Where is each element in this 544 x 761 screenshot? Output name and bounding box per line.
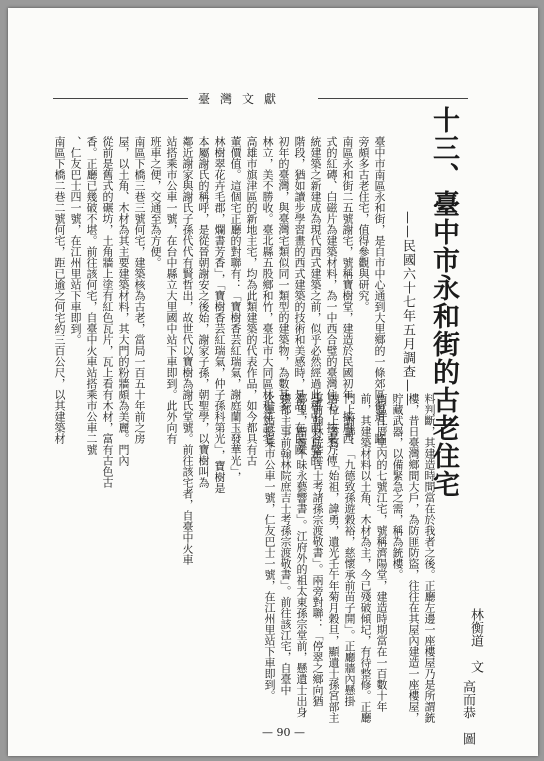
- body-text-lower: [261, 393, 437, 723]
- text-line: 董價值。這個宅正廳的對聯有：「寶樹香芸紅瑞氣，謝庭蘭玉發華光」，: [229, 136, 242, 483]
- text-line: 南區下橋三巷三號何宅，建築核為古老，當局一百五十年前之房: [133, 136, 146, 444]
- text-line: 班車之便，交通至為方便。: [149, 136, 162, 268]
- text-line: 、仁友巴士四一號，在江州里站下車即到。: [69, 136, 82, 345]
- illustrator-credit: 高而恭 圖: [460, 680, 475, 745]
- text-line: 本屬謝氏的稱呼，是從晉朝謝安之後始，謝家子孫，朝聖學，以寶樹叫為: [197, 136, 210, 488]
- author-credit: 林衡道 文: [468, 608, 483, 673]
- text-line: 統建築之新建成為現代西式建築之前，似乎必然經過此種中西合璧的: [309, 136, 322, 466]
- text-line: 鄰里，精靈不昧永藝響書」。江府外的祖太東孫宗堂前，懸遺士出身: [295, 393, 308, 718]
- document-page: [8, 8, 538, 756]
- text-line: 站搭乘市公車一號，在台中縣立大里國中站下車即到。此外向有: [165, 136, 178, 444]
- page-number: — 90 —: [262, 726, 305, 739]
- article-title: 十三、臺中市永和街的古老住宅: [428, 106, 459, 498]
- text-line: 牌位上書寫：「始祖，諱勇，遺光壬午年菊月穀旦，顯遺士孫宮部主: [327, 393, 340, 723]
- text-line: 事前翰林院庶吉士考諸孫宗渡敬書」。兩旁對聯：「停翠之鄉向猶: [311, 393, 324, 707]
- text-line: 初年的臺灣，與臺灣宅類似同一類型的建築物，為數甚多。: [277, 136, 290, 422]
- text-line: 式的紅磚、白磁片為建築材料，為一中西合璧的臺灣住宅。按東方傳: [325, 136, 338, 466]
- text-line: 南區永和街二五號謝宅，號稱寶樹堂，建造於民國初年，採用西: [341, 136, 354, 444]
- text-line: 林立，美不勝收。臺北縣五股鄉和竹，臺北市大同區林和祥記宅，: [261, 136, 274, 455]
- text-line: 高雄市旗津區的新地主宅，均為此類建築的代表作品，如今都具有古: [245, 136, 258, 466]
- text-line: 屋，以土角、木材為其主要建築材料，其大門的粉牆頗為美麗。門內: [117, 136, 130, 466]
- header-rule-left: [53, 98, 188, 99]
- text-line: 門上對聯：「九德致孫遊穀裕，慈懷承前苗子開」。正廳牆內懸掛: [343, 393, 356, 707]
- text-line: 從前是舊式的碾坊，土角牆上塗有紅色瓦片，瓦上看有木材，富有古色古: [101, 136, 114, 488]
- text-line: 鄰近謝家與謝氏子孫代代有賢哲出，故世代以寶樹為謝氏堂號。前往該宅者，自臺中火車: [181, 136, 194, 565]
- text-line: 南區下橋二巷二號何宅，距已逾之何宅約三百公尺，以其建築材: [53, 136, 66, 444]
- text-line: 禮部主事前翰林院庶吉士考孫宗渡敬書」。前往該江宅，自臺中: [279, 393, 292, 696]
- text-line: 南區江厝里內的七號江宅，號稱濟陽堂，建造時期當在一百數十年: [375, 393, 388, 712]
- article-subtitle: ——民國六十七年五月調查——: [400, 211, 415, 407]
- text-line: 林樹翠花卉毛郡，爛書芳香」，「寶樹香芸紅瑞氣，仲子孫科第光」，寶樹是: [213, 136, 226, 494]
- text-line: 樓，昔日臺灣鄉間大戶，為防匪防盜，往往在其屋內建造一座樓屋，: [407, 393, 420, 723]
- header-rule-right: [318, 98, 468, 99]
- text-line: 香。正廳已幾破不堪。前往該何宅，自臺中火車站搭乘市公車二號: [85, 136, 98, 455]
- text-line: 臺中市南區永和街，是自市中心通到大里鄉的一條郊區街道，路: [373, 136, 386, 444]
- text-line: 貯藏武器，以備緊急之需，稱為銃樓。: [391, 393, 404, 580]
- text-line: 火車站搭乘市公車一號，仁友巴士一號，在江州里站下車即到。: [263, 393, 276, 701]
- running-head: 臺灣文獻: [198, 92, 287, 106]
- text-line: 旁頗多古老住宅，值得參觀與研究。: [357, 136, 370, 312]
- text-line: 階段，猶如讀步學習畫的西式建築的技術和美感時，是故，在民國: [293, 136, 306, 455]
- text-line: 前，其建築材料以土角、木材為主，今已殘破傾圮，有待整修。正廳: [359, 393, 372, 723]
- text-line: 料判斷，其建造時間當在於我者之後。正廳左邊一座樓屋乃是所謂銃: [423, 393, 436, 723]
